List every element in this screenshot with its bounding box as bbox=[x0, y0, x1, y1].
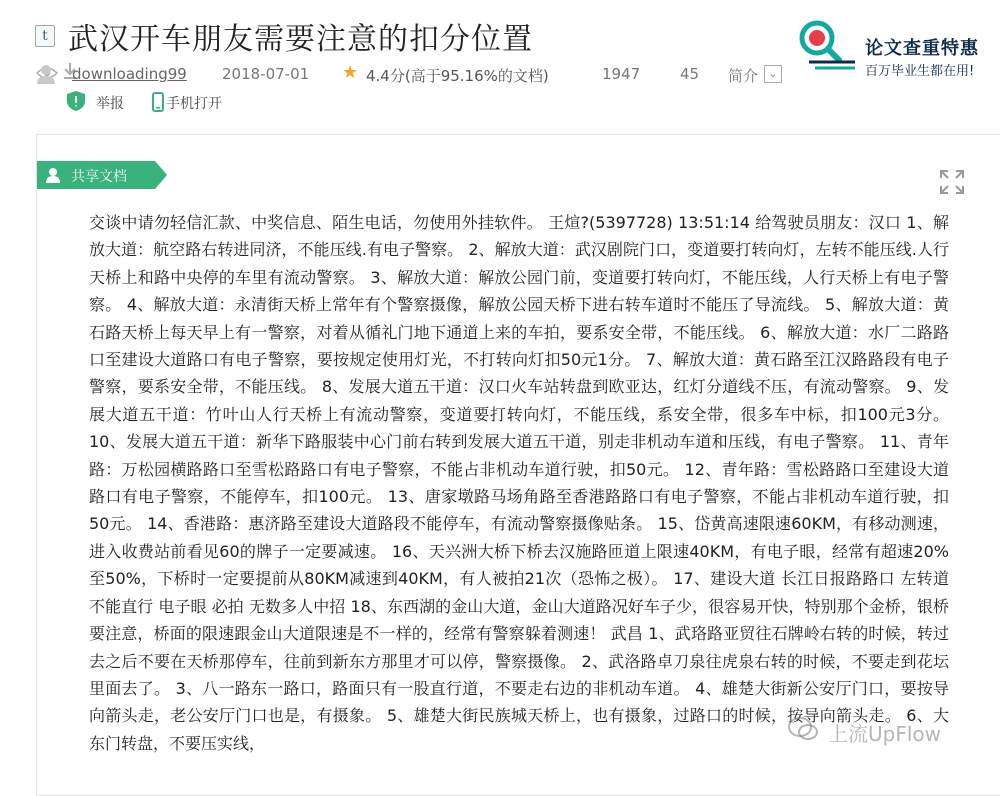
view-count: 1947 bbox=[602, 65, 641, 83]
upload-date: 2018-07-01 bbox=[222, 65, 310, 83]
shared-doc-tag bbox=[37, 161, 155, 189]
search-magnifier-icon bbox=[795, 18, 857, 74]
watermark bbox=[788, 712, 988, 748]
promo-subtitle: 百万毕业生都在用! bbox=[865, 64, 975, 79]
promo-banner[interactable] bbox=[795, 16, 1000, 86]
report-button[interactable]: 举报 bbox=[96, 96, 124, 112]
intro-toggle[interactable]: 简介 bbox=[728, 67, 759, 85]
download-count: 45 bbox=[680, 65, 700, 83]
author-link[interactable]: downloading99 bbox=[72, 65, 187, 83]
document-header bbox=[0, 0, 1000, 130]
chevron-down-icon[interactable]: ⌄ bbox=[764, 65, 782, 83]
star-icon: ★ bbox=[342, 62, 359, 83]
rating-text: 4.4分(高于95.16%的文档) bbox=[366, 67, 549, 85]
watermark-text: 上流UpFlow bbox=[828, 722, 941, 746]
document-meta bbox=[36, 62, 778, 86]
wechat-icon bbox=[788, 716, 818, 742]
expand-icon[interactable] bbox=[939, 169, 965, 195]
document-body-text: 交谈中请勿轻信汇款、中奖信息、陌生电话，勿使用外挂软件。 王煊?(5397728) 13:51:14 给驾驶员朋友：汉口 1、解放大道：航空路右转进同济，不能压线.有电子警察。 2、解放大道：武汉剧院门口，变道要打转向灯，左转不能压线.人行天桥上和路中央停的车里有流动警察。 3、解放大道：解放公园门前，变道要打转向灯，不能压线，人行天桥上有电子警察。 4、解放大道：永清街天桥上常年有个警察摄像，解放公园天桥下进右转车道时不能压了导流线。 5、解放大道：黄石路天桥上每天早上有一警察，对着从循礼门地下通道上来的车拍，要系安全带，不能压线。 6、解放大道：水厂二路路口至建设大道路口有电子警察，要按规定使用灯光，不打转向灯扣50元1分。 7、解放大道：黄石路至江汉路路段有电子警察，要系安全带，不能压线。 8、发展大道五干道：汉口火车站转盘到欧亚达，红灯分道线不压，有流动警察。 9、发展大道五干道：竹叶山人行天桥上有流动警察，变道要打转向灯，不能压线，系安全带，很多车中标，扣100元3分。 10、发展大道五干道：新华下路服装中心门前右转到发展大道五干道，别走非机动车道和压线，有电子警察。 11、青年路：万松园横路路口至雪松路路口有电子警察，不能占非机动车道行驶，扣50元。 12、青年路：雪松路路口至建设大道路口有电子警察，不能停车，扣100元。 13、唐家墩路马场角路至香港路路口有电子警察，不能占非机动车道行驶，扣50元。 14、香港路：惠济路至建设大道路段不能停车，有流动警察摄像贴条。 15、岱黄高速限速60KM，有移动测速，进入收费站前看见60的牌子一定要减速。 16、天兴洲大桥下桥去汉施路匝道上限速40KM，有电子眼，经常有超速20%至50%，下桥时一定要提前从80KM减速到40KM，有人被拍21次（恐怖之极）。 17、建设大道 长江日报路路口 左转道不能直行 电子眼 必拍 无数多人中招 18、东西湖的金山大道，金山大道路况好车子少，很容易开快，特别那个金桥，银桥要注意，桥面的限速跟金山大道限速是不一样的，经常有警察躲着测速！ 武昌 1、武珞路亚贸往石牌岭右转的时候，转过去之后不要在天桥那停车，往前到新东方那里才可以停，警察摄像。 2、武洛路卓刀泉往虎泉右转的时候，不要走到花坛里面去了。 3、八一路东一路口，路面只有一股直行道，不要走右边的非机动车道。 4、雄楚大街新公安厅门口，要按导向箭头走，老公安厅门口也是，有摄象。 5、雄楚大街民族城天桥上，也有摄象，过路口的时候，按导向箭头走。 6、大东门转盘，不要压实线， bbox=[89, 213, 949, 753]
page-title: 武汉开车朋友需要注意的扣分位置 bbox=[68, 22, 533, 57]
shared-doc-label: 共享文档 bbox=[71, 169, 127, 185]
promo-title: 论文查重特惠 bbox=[865, 38, 979, 59]
shield-icon bbox=[66, 90, 86, 112]
phone-icon bbox=[152, 91, 164, 113]
shared-document-panel bbox=[36, 134, 1000, 796]
doc-type-icon: t bbox=[35, 25, 55, 47]
user-icon bbox=[36, 64, 56, 84]
user-tag-icon bbox=[45, 167, 61, 183]
mobile-open-button[interactable]: 手机打开 bbox=[166, 96, 222, 112]
